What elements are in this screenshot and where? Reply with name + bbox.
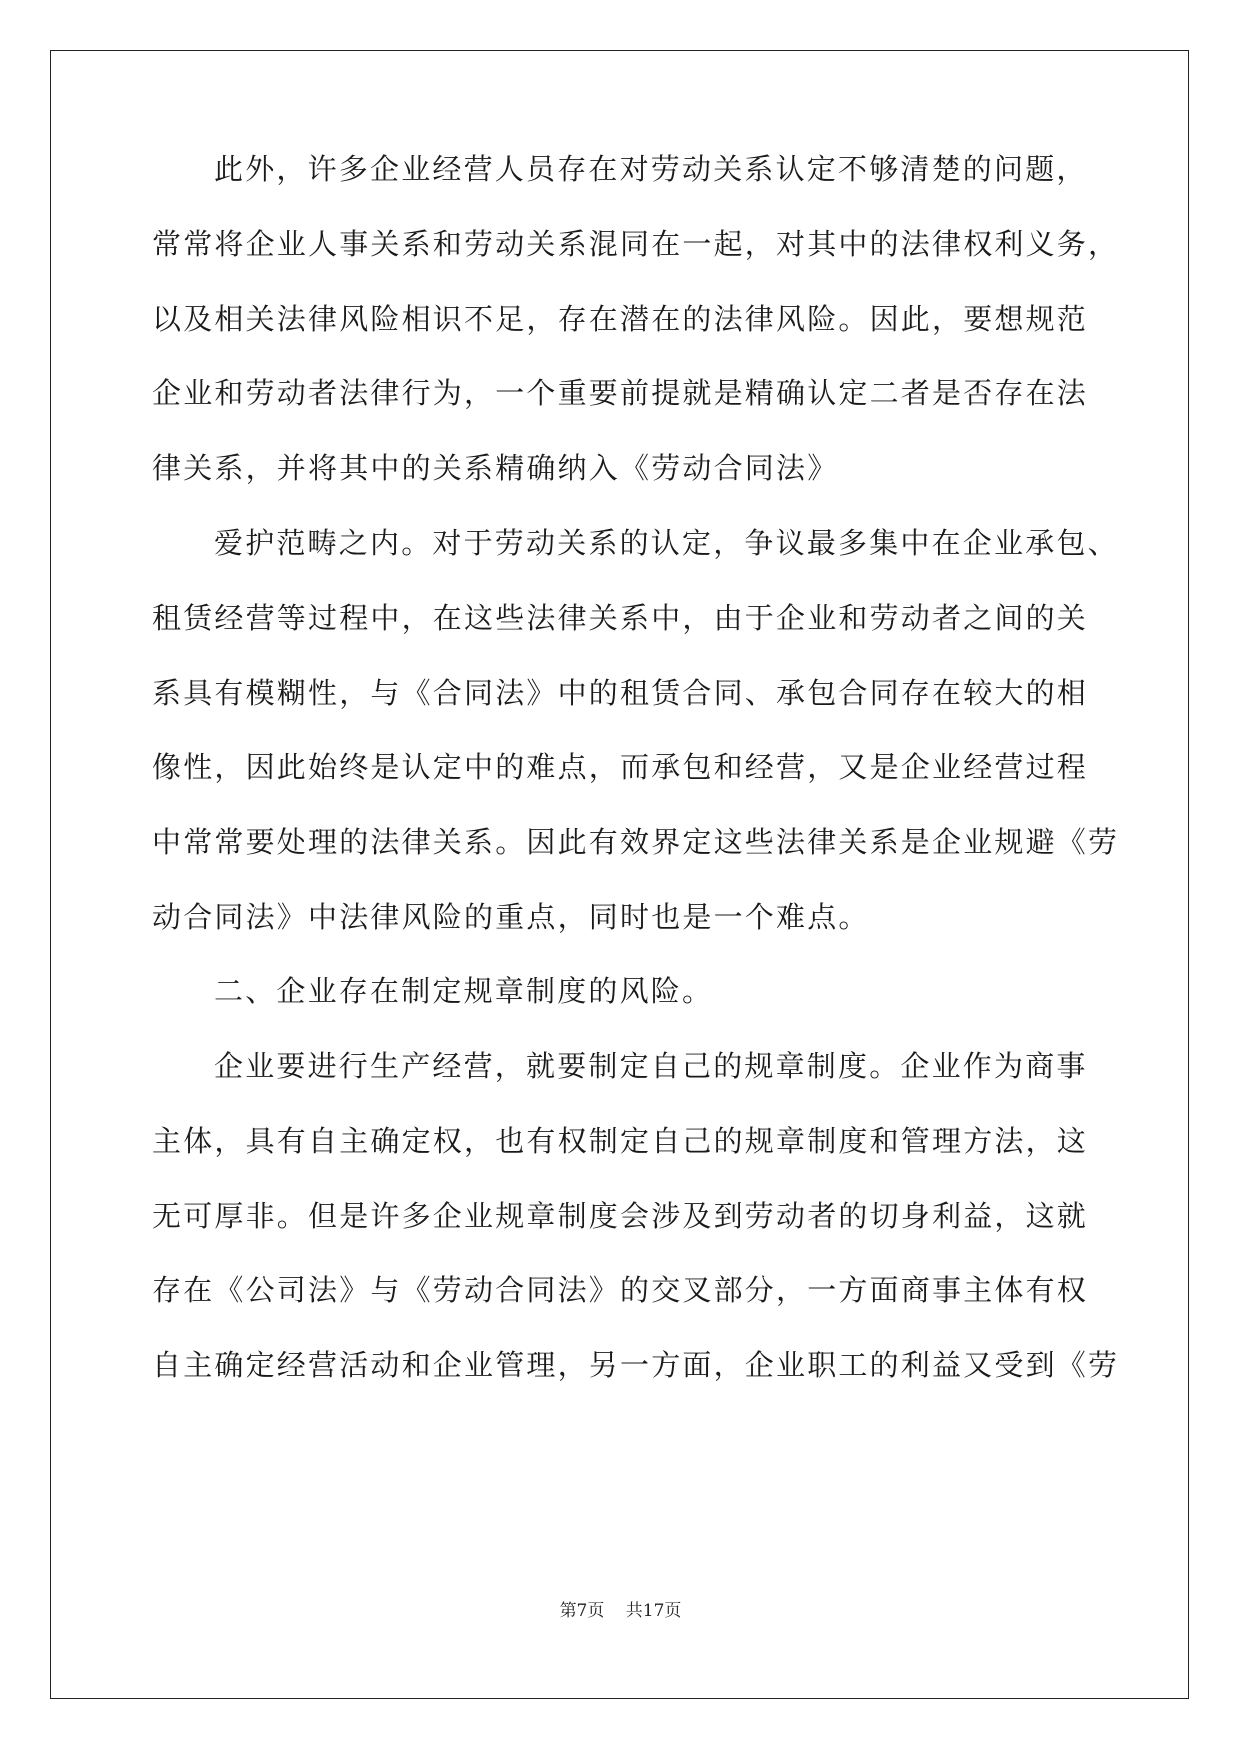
paragraph-line: 像性，因此始终是认定中的难点，而承包和经营，又是企业经营过程 <box>152 750 1089 784</box>
paragraph-line: 租赁经营等过程中，在这些法律关系中，由于企业和劳动者之间的关 <box>152 601 1089 635</box>
section-heading: 二、企业存在制定规章制度的风险。 <box>214 974 714 1008</box>
paragraph-line: 以及相关法律风险相识不足，存在潜在的法律风险。因此，要想规范 <box>152 302 1089 336</box>
paragraph-line: 自主确定经营活动和企业管理，另一方面，企业职工的利益又受到《劳 <box>152 1348 1120 1382</box>
paragraph-line: 无可厚非。但是许多企业规章制度会涉及到劳动者的切身利益，这就 <box>152 1199 1089 1233</box>
page-footer <box>0 1596 1241 1621</box>
paragraph-line: 主体，具有自主确定权，也有权制定自己的规章制度和管理方法，这 <box>152 1124 1089 1158</box>
page-border <box>50 50 1189 1699</box>
page-number: 第7页 <box>559 1601 605 1621</box>
paragraph-line: 常常将企业人事关系和劳动关系混同在一起，对其中的法律权利义务， <box>152 227 1120 261</box>
paragraph-line: 动合同法》中法律风险的重点，同时也是一个难点。 <box>152 900 870 934</box>
paragraph-line: 爱护范畴之内。对于劳动关系的认定，争议最多集中在企业承包、 <box>214 526 1119 560</box>
paragraph-line: 企业要进行生产经营，就要制定自己的规章制度。企业作为商事 <box>214 1049 1088 1083</box>
paragraph-line: 律关系，并将其中的关系精确纳入《劳动合同法》 <box>152 451 839 485</box>
paragraph-line: 企业和劳动者法律行为，一个重要前提就是精确认定二者是否存在法 <box>152 376 1089 410</box>
paragraph-line: 中常常要处理的法律关系。因此有效界定这些法律关系是企业规避《劳 <box>152 825 1120 859</box>
paragraph-line: 存在《公司法》与《劳动合同法》的交叉部分，一方面商事主体有权 <box>152 1273 1089 1307</box>
paragraph-line: 此外，许多企业经营人员存在对劳动关系认定不够清楚的问题， <box>214 152 1088 186</box>
paragraph-line: 系具有模糊性，与《合同法》中的租赁合同、承包合同存在较大的相 <box>152 676 1089 710</box>
page-total: 共17页 <box>625 1601 682 1621</box>
